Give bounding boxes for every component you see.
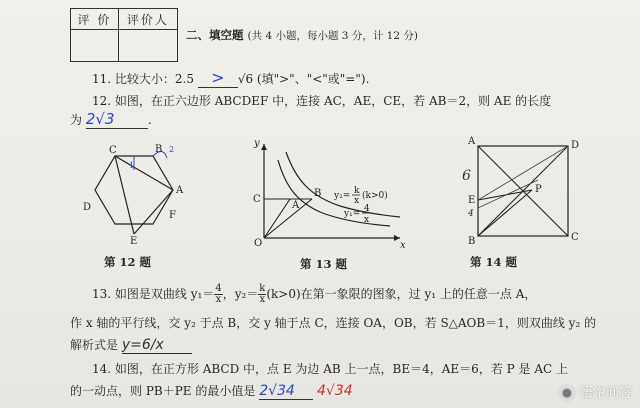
grader-col-label: 评价人: [118, 9, 177, 30]
section-heading: [186, 27, 418, 43]
label-a: A: [468, 136, 476, 147]
q13-answer-blank: [122, 337, 192, 354]
segment-ac: [115, 156, 173, 190]
label-c: C: [109, 145, 117, 156]
question-14-line2: 的一动点，则 PB＋PE 的最小值是 2√34 4√34: [70, 383, 353, 399]
q13-answer: y=6/x: [121, 337, 164, 353]
eq-y2-den: x: [354, 196, 360, 206]
label-b: B: [314, 188, 322, 199]
score-cell: [71, 30, 119, 62]
eq-y1-label: y₁=: [344, 209, 361, 219]
label-c: C: [571, 232, 579, 243]
eq-y1-num: 4: [364, 204, 370, 214]
q14-answer: 2√34: [259, 383, 295, 399]
q11-answer: >: [211, 68, 225, 87]
hand-mark-4: 4: [468, 209, 474, 219]
q11-hint: (填">"、"<"或"=").: [256, 72, 370, 86]
watermark-logo-icon: ●: [558, 384, 576, 402]
eq-y2-num: k: [354, 186, 360, 196]
figure-14-square: [462, 136, 592, 248]
segment-oa: [264, 199, 290, 238]
segment-ae: [134, 190, 173, 234]
figure-14-caption: 第 14 题: [470, 255, 518, 269]
label-c: C: [253, 194, 261, 205]
label-d: D: [571, 140, 580, 151]
q11-answer-blank: [198, 68, 238, 88]
label-p: P: [535, 184, 542, 195]
axis-label-x: x: [400, 240, 406, 251]
label-e: E: [468, 195, 476, 206]
q13-fraction-2: $\frac{k}{x}$: [259, 283, 266, 305]
q13-fraction-1: $\frac{4}{x}$: [215, 283, 222, 305]
question-13: 13. 如图是双曲线 y₁＝ $\frac{4}{x}$ ，y₂＝ $\frac{k}{x}$ (k>0)在第一象限的图象，过 y₁ 上的任意一点 A，: [92, 283, 537, 305]
question-14: 14. 如图，在正方形 ABCD 中，点 E 为边 AB 上一点，BE＝4，AE＝6，若 P 是 AC 上: [92, 362, 568, 376]
eq-y2-label: y₂=: [334, 191, 351, 201]
figure-13-hyperbola: [250, 138, 410, 251]
figure-13-caption: 第 13 题: [300, 257, 348, 271]
q12-answer-blank: [86, 110, 148, 129]
label-b: B: [155, 144, 163, 155]
watermark: ● 悟空问答: [558, 382, 632, 403]
eq-y1-den: x: [364, 215, 370, 225]
figure-12-hexagon: [75, 138, 195, 248]
hand-mark-1: 1: [129, 161, 135, 170]
label-e: E: [130, 236, 138, 247]
segment-ob: [264, 199, 312, 238]
segment-pb: [478, 190, 532, 236]
question-11: 11. 比较大小：2.5 > √6 (填">"、"<"或"=").: [92, 68, 370, 87]
grader-cell: [118, 30, 177, 62]
question-13-line2: 作 x 轴的平行线，交 y₂ 于点 B，交 y 轴于点 C，连接 OA，OB，若 S△AOB＝1，则双曲线 y₂ 的: [70, 316, 597, 330]
q12-answer: 2√3: [85, 110, 115, 128]
axis-label-y: y: [254, 138, 260, 149]
question-13-line3: 解析式是 y=6/x: [70, 336, 192, 354]
hand-line-2: [478, 180, 538, 208]
question-12: 12. 如图，在正六边形 ABCDEF 中，连接 AC，AE，CE，若 AB＝2，则 AE 的长度: [92, 94, 552, 108]
hand-mark-6: 6: [462, 168, 471, 184]
label-d: D: [83, 202, 92, 213]
section-title: 二、填空题: [186, 28, 244, 42]
hand-mark-2: 2: [169, 145, 175, 154]
eq-y2-cond: (k>0): [362, 191, 388, 201]
y-axis-arrow: [261, 144, 267, 150]
curve-y2: [286, 152, 400, 217]
q11-sqrt: √6: [237, 72, 254, 86]
question-12-line2: 为 2√3 .: [70, 110, 152, 128]
score-col-label: 评 价: [71, 9, 119, 30]
q14-answer-red: 4√34: [317, 383, 353, 399]
label-a: A: [292, 200, 300, 211]
label-a: A: [176, 185, 184, 196]
label-f: F: [169, 210, 176, 221]
label-b: B: [468, 236, 476, 247]
q14-answer-blank: [259, 383, 313, 400]
score-table: [70, 8, 178, 62]
label-o: O: [254, 238, 263, 249]
figure-12-caption: 第 12 题: [104, 255, 152, 269]
section-subtitle: (共 4 小题，每小题 3 分，计 12 分): [247, 30, 418, 42]
